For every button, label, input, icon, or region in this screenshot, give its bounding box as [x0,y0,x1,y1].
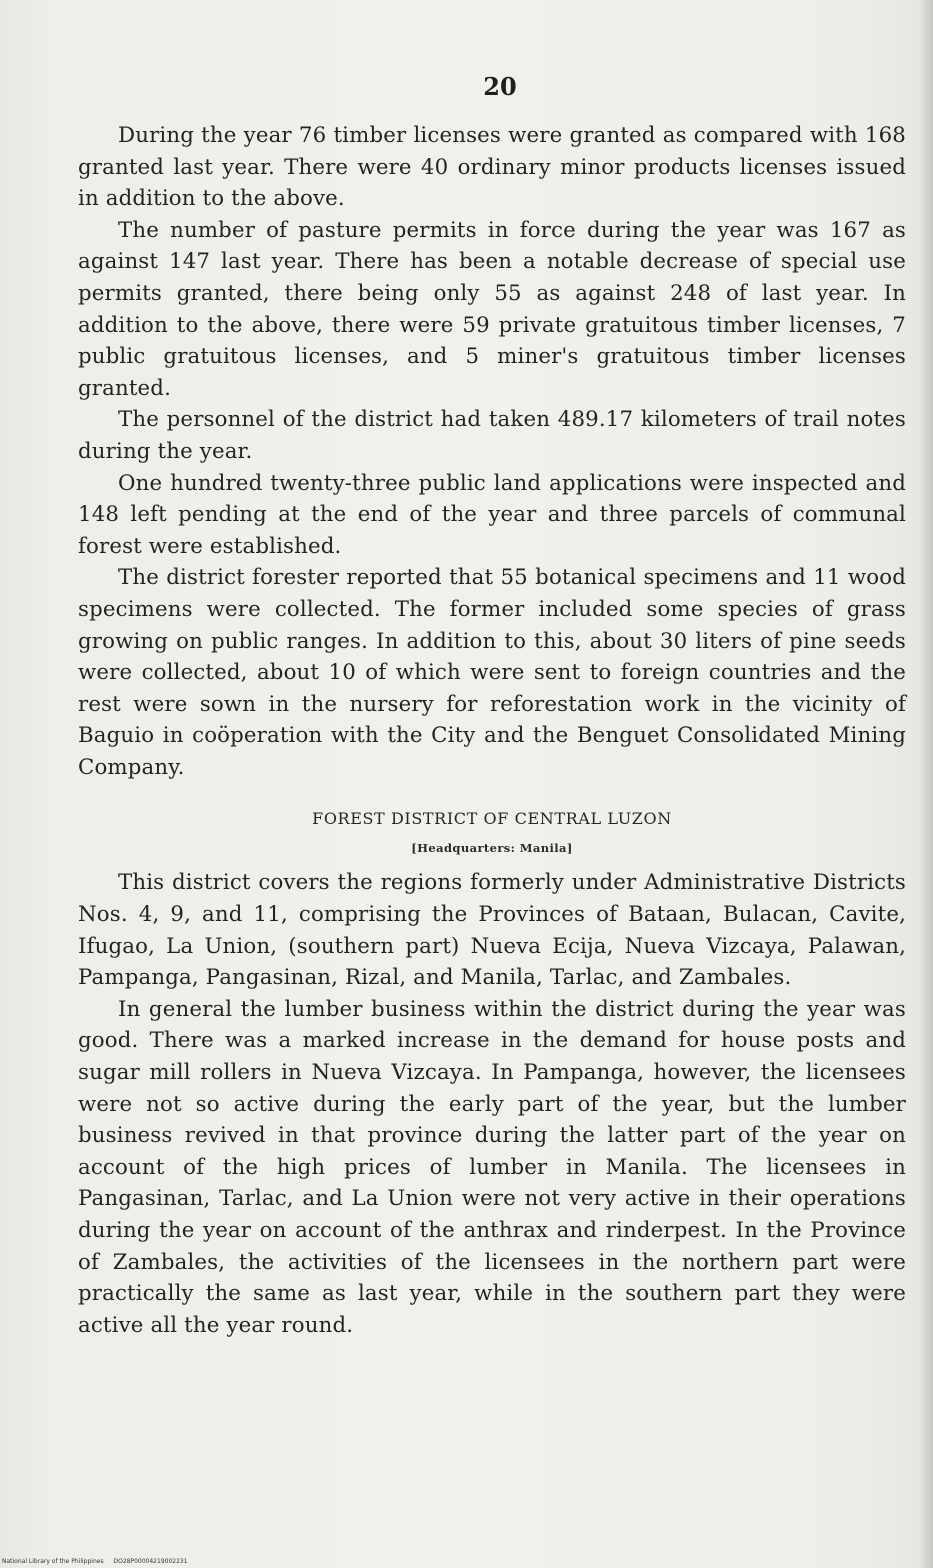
paragraph-district-coverage: This district covers the regions formerly under Administrative Districts Nos. 4, 9, and 11, comprising the Provinces of Bataan, Bulacan, Cavite, Ifugao, La Union, (southern part) Nueva Ecija, Nueva Vizcaya, Palawan, Pampanga, Pangasinan, Rizal, and Manila, Tarlac, and Zambales. [78,870,906,991]
page-edge-shadow [919,0,933,1568]
paragraph-lumber-business: In general the lumber business within the district during the year was good. There was a marked increase in the demand for house posts and sugar mill rollers in Nueva Vizcaya. In Pampanga, however, the licensees were not so active during the early part of the year, but the lumber business revived in that province during the latter part of the year on account of the high prices of lumber in Manila. The licensees in Pangasinan, Tarlac, and La Union were not very active in their operations during the year on account of the anthrax and rinderpest. In the Province of Zambales, the activities of the licensees in the northern part were practically the same as last year, while in the southern part they were active all the year round. [78,996,906,1338]
footer-document-id: DO28P00004219002231 [113,1558,188,1565]
paragraph-timber-licenses: During the year 76 timber licenses were granted as compared with 168 granted last year. There were 40 ordinary minor products licenses issued in addition to the above. [78,123,906,212]
paragraph-land-applications: One hundred twenty-three public land applications were inspected and 148 left pending at the end of the year and three parcels of communal forest were established. [78,470,906,559]
paragraph-specimens: The district forester reported that 55 botanical specimens and 11 wood specimens were collected. The former included some species of grass growing on public ranges. In addition to this, about 30 liters of pine seeds were collected, about 10 of which were sent to foreign countries and the rest were sown in the nursery for reforestation work in the vicinity of Baguio in coöperation with the City and the Benguet Consolidated Mining Company. [78,565,906,780]
section-title: FOREST DISTRICT OF CENTRAL LUZON [312,809,672,829]
paragraph-trail-notes: The personnel of the district had taken 489.17 kilometers of trail notes during the year. [78,407,906,464]
paragraph-pasture-permits: The number of pasture permits in force during the year was 167 as against 147 last year. There has been a notable decrease of special use permits granted, there being only 55 as against 248 of last year. In addition to the above, there were 59 private gratuitous timber licenses, 7 public gratuitous licenses, and 5 miner's gratuitous timber licenses granted. [78,217,906,401]
page-number: 20 [483,72,517,101]
scan-footer [2,1558,196,1565]
page-body [78,120,906,1341]
section-subtitle: [Headquarters: Manila] [411,841,573,856]
footer-library-name: National Library of the Philippines [2,1558,104,1565]
